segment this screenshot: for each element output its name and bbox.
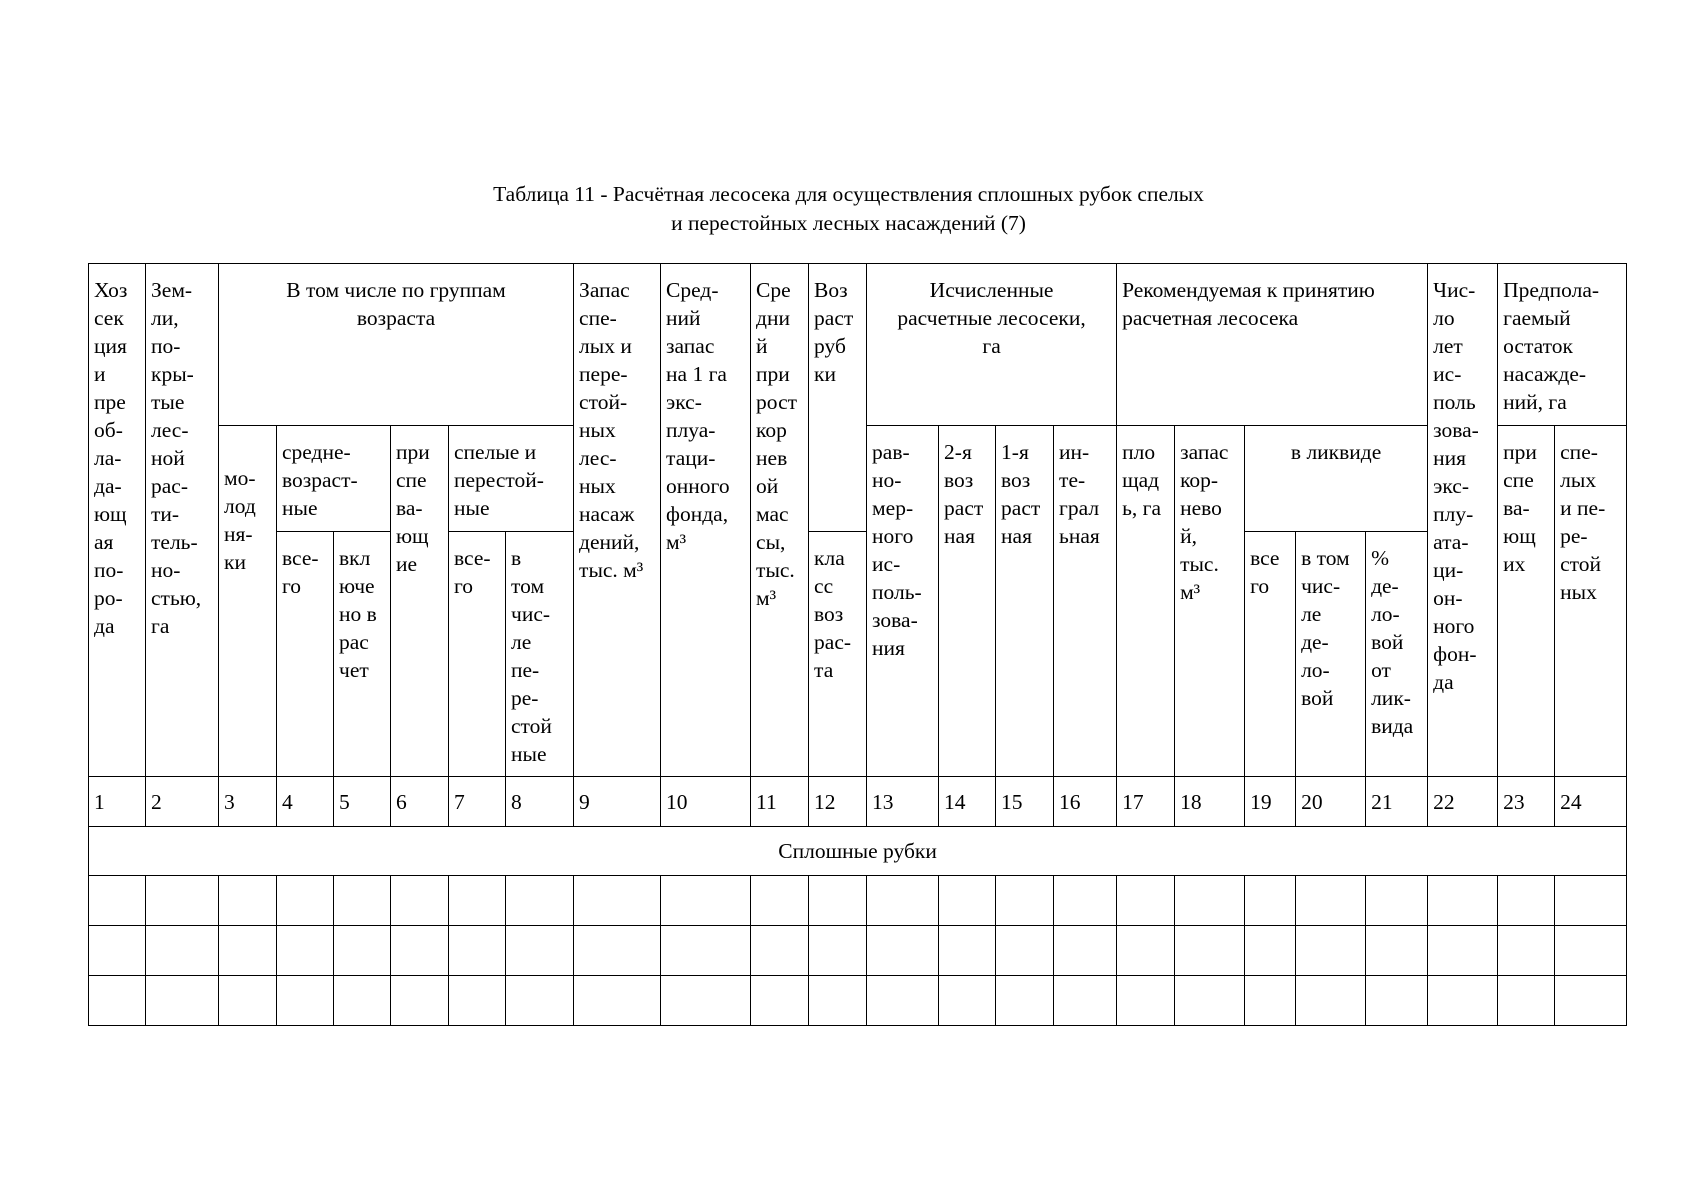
column-number: 1 xyxy=(89,777,146,827)
caption-line-2: и перестойных лесных насаждений (7) xyxy=(671,211,1026,235)
table-cell xyxy=(449,876,506,926)
table-cell xyxy=(1054,976,1117,1026)
header-cutting-age: Воз раст руб ки xyxy=(809,264,867,532)
table-cell xyxy=(867,926,939,976)
header-row-1 xyxy=(89,264,1627,426)
header-row-3 xyxy=(89,532,1627,777)
table-cell xyxy=(146,976,219,1026)
header-economic-section: Хоз сек ция и пре об- ла- да- ющ ая по- ро- да xyxy=(89,264,146,777)
table-cell xyxy=(1245,926,1296,976)
table-cell xyxy=(1366,876,1428,926)
table-cell xyxy=(1498,926,1555,976)
header-forest-land: Зем- ли, по- кры- тые лес- ной рас- ти- тель- но- стью, га xyxy=(146,264,219,777)
table-row xyxy=(89,876,1627,926)
column-number: 18 xyxy=(1175,777,1245,827)
table-cell xyxy=(1245,876,1296,926)
table-cell xyxy=(1296,976,1366,1026)
table-cell xyxy=(661,926,751,976)
column-number: 19 xyxy=(1245,777,1296,827)
column-number: 23 xyxy=(1498,777,1555,827)
header-avg-growth: Сре дни й при рост кор нев ой мас сы, тыс. м³ xyxy=(751,264,809,777)
header-recommended-area: Рекомендуемая к принятию расчетная лесосека xyxy=(1117,264,1428,426)
column-number-row xyxy=(89,777,1627,827)
header-premature: при спе ва- ющ ие xyxy=(391,426,449,777)
header-second-age: 2-я воз раст ная xyxy=(939,426,996,777)
header-calculated-areas: Исчисленные расчетные лесосеки, га xyxy=(867,264,1117,426)
header-uniform-use: рав- но- мер- ного ис- поль- зова- ния xyxy=(867,426,939,777)
table-cell xyxy=(809,876,867,926)
header-age-class: кла сс воз рас- та xyxy=(809,532,867,777)
header-mature-overmature-only: в том чис- ле пе- ре- стой ные xyxy=(506,532,574,777)
table-cell xyxy=(219,976,277,1026)
table-cell xyxy=(867,976,939,1026)
header-middle-included: вкл юче но в рас чет xyxy=(334,532,391,777)
column-number: 11 xyxy=(751,777,809,827)
table-cell xyxy=(1117,876,1175,926)
header-first-age: 1-я воз раст ная xyxy=(996,426,1054,777)
table-caption xyxy=(0,180,1697,238)
table-cell xyxy=(1175,976,1245,1026)
table-cell xyxy=(751,926,809,976)
column-number: 24 xyxy=(1555,777,1627,827)
table-cell xyxy=(1175,876,1245,926)
column-number: 16 xyxy=(1054,777,1117,827)
table-cell xyxy=(277,976,334,1026)
table-cell xyxy=(449,926,506,976)
header-liquid-total: все го xyxy=(1245,532,1296,777)
table-cell xyxy=(334,876,391,926)
header-in-liquid: в ликвиде xyxy=(1245,426,1428,532)
column-number: 17 xyxy=(1117,777,1175,827)
header-liquid-business: в том чис- ле де- ло- вой xyxy=(1296,532,1366,777)
table-cell xyxy=(574,976,661,1026)
table-cell xyxy=(1296,926,1366,976)
header-integral: ин- те- грал ьная xyxy=(1054,426,1117,777)
section-row xyxy=(89,827,1627,876)
table-cell xyxy=(1366,976,1428,1026)
table-cell xyxy=(1366,926,1428,976)
header-age-groups: В том числе по группам возраста xyxy=(219,264,574,426)
column-number: 6 xyxy=(391,777,449,827)
table-cell xyxy=(146,876,219,926)
header-liquid-percent: % де- ло- вой от лик- вида xyxy=(1366,532,1428,777)
table-cell xyxy=(751,876,809,926)
column-number: 4 xyxy=(277,777,334,827)
table-cell xyxy=(506,876,574,926)
header-middle-aged: средне- возраст- ные xyxy=(277,426,391,532)
table-cell xyxy=(391,926,449,976)
table-cell xyxy=(506,976,574,1026)
header-years-of-use: Чис- ло лет ис- поль зова- ния экс- плу- ата- ци- он- ного фон- да xyxy=(1428,264,1498,777)
column-number: 22 xyxy=(1428,777,1498,827)
table-cell xyxy=(574,926,661,976)
header-middle-total: все- го xyxy=(277,532,334,777)
table-cell xyxy=(661,976,751,1026)
table-cell xyxy=(1428,876,1498,926)
table-row xyxy=(89,926,1627,976)
table-cell xyxy=(219,926,277,976)
header-mature-total: все- го xyxy=(449,532,506,777)
table-cell xyxy=(996,976,1054,1026)
table-cell xyxy=(334,926,391,976)
column-number: 20 xyxy=(1296,777,1366,827)
table-cell xyxy=(449,976,506,1026)
table-cell xyxy=(1555,876,1627,926)
table-row xyxy=(89,976,1627,1026)
table-cell xyxy=(1117,976,1175,1026)
table-cell xyxy=(506,926,574,976)
table-cell xyxy=(867,876,939,926)
table-cell xyxy=(1555,976,1627,1026)
header-remainder: Предпола- гаемый остаток насажде- ний, га xyxy=(1498,264,1627,426)
table-cell xyxy=(574,876,661,926)
section-label: Сплошные рубки xyxy=(89,827,1627,876)
header-young: мо- лод ня- ки xyxy=(219,426,277,777)
table-cell xyxy=(751,976,809,1026)
column-number: 13 xyxy=(867,777,939,827)
table-cell xyxy=(1555,926,1627,976)
table-cell xyxy=(661,876,751,926)
table-cell xyxy=(391,976,449,1026)
table-cell xyxy=(1054,876,1117,926)
table-cell xyxy=(1245,976,1296,1026)
column-number: 2 xyxy=(146,777,219,827)
table-cell xyxy=(939,976,996,1026)
table-cell xyxy=(809,926,867,976)
table-cell xyxy=(996,926,1054,976)
table-cell xyxy=(1175,926,1245,976)
table-cell xyxy=(939,926,996,976)
table-cell xyxy=(809,976,867,1026)
column-number: 3 xyxy=(219,777,277,827)
column-number: 12 xyxy=(809,777,867,827)
header-avg-stock: Сред- ний запас на 1 га экс- плуа- таци- онного фонда, м³ xyxy=(661,264,751,777)
table-cell xyxy=(1428,926,1498,976)
column-number: 14 xyxy=(939,777,996,827)
column-number: 9 xyxy=(574,777,661,827)
column-number: 7 xyxy=(449,777,506,827)
table-cell xyxy=(939,876,996,926)
column-number: 15 xyxy=(996,777,1054,827)
table-cell xyxy=(1117,926,1175,976)
table-cell xyxy=(89,876,146,926)
table-cell xyxy=(391,876,449,926)
table-cell xyxy=(1054,926,1117,976)
header-remainder-premature: при спе ва- ющ их xyxy=(1498,426,1555,777)
table-cell xyxy=(1428,976,1498,1026)
table-cell xyxy=(89,926,146,976)
clear-cut-table xyxy=(88,263,1627,1026)
column-number: 10 xyxy=(661,777,751,827)
table-cell xyxy=(277,926,334,976)
header-mature-stock: Запас спе- лых и пере- стой- ных лес- ных насаж дений, тыс. м³ xyxy=(574,264,661,777)
header-root-stock: запас кор- нево й, тыс. м³ xyxy=(1175,426,1245,777)
table-cell xyxy=(219,876,277,926)
table-cell xyxy=(146,926,219,976)
table-cell xyxy=(334,976,391,1026)
column-number: 21 xyxy=(1366,777,1428,827)
table-cell xyxy=(1296,876,1366,926)
header-area: пло щад ь, га xyxy=(1117,426,1175,777)
column-number: 8 xyxy=(506,777,574,827)
column-number: 5 xyxy=(334,777,391,827)
table-cell xyxy=(277,876,334,926)
caption-line-1: Таблица 11 - Расчётная лесосека для осуществления сплошных рубок спелых xyxy=(493,182,1204,206)
header-mature-overmature: спелые и перестой- ные xyxy=(449,426,574,532)
table-cell xyxy=(89,976,146,1026)
table-cell xyxy=(1498,876,1555,926)
table-cell xyxy=(1498,976,1555,1026)
header-remainder-mature: спе- лых и пе- ре- стой ных xyxy=(1555,426,1627,777)
table-cell xyxy=(996,876,1054,926)
